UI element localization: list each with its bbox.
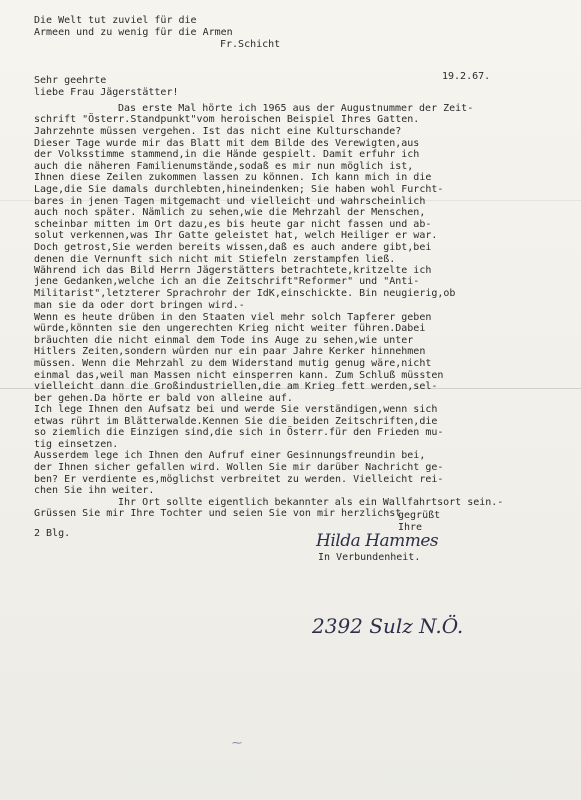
body-line: tig einsetzen. xyxy=(34,439,119,450)
body-line: ber gehen.Da hörte er bald von alleine auf. xyxy=(34,393,293,404)
closing-verbundenheit: In Verbundenheit. xyxy=(318,552,421,563)
body-line: auch noch später. Nämlich zu sehen,wie die Mehrzahl der Menschen, xyxy=(34,207,426,218)
body-line: chen Sie ihn weiter. xyxy=(34,485,155,496)
closing-gegruesst: gegrüßt xyxy=(398,510,441,521)
body-line: ben? Er verdiente es,möglichst verbreitet zu werden. Vielleicht rei- xyxy=(34,474,444,485)
handwritten-address: 2392 Sulz N.Ö. xyxy=(312,614,464,638)
body-line: einmal das,weil man Massen nicht einsperren kann. Zum Schluß müssten xyxy=(34,370,444,381)
body-line: der Volksstimme stammend,in die Hände gespielt. Damit erfuhr ich xyxy=(34,149,420,160)
body-line: vielleicht dann die Großindustriellen,die am Krieg fett werden,sel- xyxy=(34,381,438,392)
body-line: würde,könnten sie den ungerechten Krieg nicht weiter führen.Dabei xyxy=(34,323,426,334)
motto-line-2: Armeen und zu wenig für die Armen xyxy=(34,27,233,38)
body-line: bares in jenen Tagen mitgemacht und vielleicht und wahrscheinlich xyxy=(34,196,426,207)
motto-line-1: Die Welt tut zuviel für die xyxy=(34,15,197,26)
body-line: Ausserdem lege ich Ihnen den Aufruf einer Gesinnungsfreundin bei, xyxy=(34,450,426,461)
body-line: Militarist",letzterer Sprachrohr der IdK,einschickte. Bin neugierig,ob xyxy=(34,288,456,299)
body-line: Lage,die Sie damals durchlebten,hineindenken; Sie haben wohl Furcht- xyxy=(34,184,444,195)
body-line: auch die näheren Familienumstände,sodaß es mir nun möglich ist, xyxy=(34,161,414,172)
body-line: Hitlers Zeiten,sondern würden nur ein paar Jahre Kerker hinnehmen xyxy=(34,346,426,357)
body-line: schrift "Österr.Standpunkt"vom heroischen Beispiel Ihres Gatten. xyxy=(34,114,420,125)
body-line: jene Gedanken,welche ich an die Zeitschrift"Reformer" und "Anti- xyxy=(34,276,420,287)
body-line: Ihnen diese Zeilen zukommen lassen zu können. Ich kann mich in die xyxy=(34,172,432,183)
body-line: der Ihnen sicher gefallen wird. Wollen Sie mir darüber Nachricht ge- xyxy=(34,462,444,473)
body-line: so ziemlich die Einzigen sind,die sich in Österr.für den Frieden mu- xyxy=(34,427,444,438)
salutation-line-1: Sehr geehrte xyxy=(34,75,107,86)
body-line: scheinbar mitten im Ort dazu,es bis heute gar nicht fassen und ab- xyxy=(34,219,432,230)
body-line: müssen. Wenn die Mehrzahl zu dem Widerstand mutig genug wäre,nicht xyxy=(34,358,432,369)
body-line: Ihr Ort sollte eigentlich bekannter als ein Wallfahrtsort sein.- xyxy=(118,497,504,508)
pencil-mark-icon: ⁓ xyxy=(232,738,242,749)
body-line: bräuchten die nicht einmal dem Tode ins Auge zu sehen,wie unter xyxy=(34,335,414,346)
body-line: Grüssen Sie mir Ihre Tochter und seien Sie von mir herzlichst xyxy=(34,508,402,519)
body-line: denen die Vernunft sich nicht mit Stiefeln zerstampfen ließ. xyxy=(34,254,396,265)
body-line: Das erste Mal hörte ich 1965 aus der Augustnummer der Zeit- xyxy=(118,103,474,114)
body-line: Dieser Tage wurde mir das Blatt mit dem Bilde des Verewigten,aus xyxy=(34,138,420,149)
closing-ihre: Ihre xyxy=(398,522,423,533)
body-line: Während ich das Bild Herrn Jägerstätters betrachtete,kritzelte ich xyxy=(34,265,432,276)
body-line: solut verkennen,was Ihr Gatte geleistet hat, welch Heiliger er war. xyxy=(34,230,438,241)
body-line: Wenn es heute drüben in den Staaten viel mehr solch Tapferer geben xyxy=(34,312,432,323)
body-line: Doch getrost,Sie werden bereits wissen,daß es auch andere gibt,bei xyxy=(34,242,432,253)
enclosures-note: 2 Blg. xyxy=(34,528,71,539)
body-line: man sie da oder dort bringen wird.- xyxy=(34,300,245,311)
salutation-line-2: liebe Frau Jägerstätter! xyxy=(34,87,179,98)
body-line: Ich lege Ihnen den Aufsatz bei und werde Sie verständigen,wenn sich xyxy=(34,404,438,415)
handwritten-signature: Hilda Hammes xyxy=(316,531,439,551)
body-line: Jahrzehnte müssen vergehen. Ist das nicht eine Kulturschande? xyxy=(34,126,402,137)
body-line: etwas rührt im Blätterwalde.Kennen Sie die beiden Zeitschriften,die xyxy=(34,416,438,427)
letter-date: 19.2.67. xyxy=(442,71,491,82)
motto-author: Fr.Schicht xyxy=(220,39,281,50)
